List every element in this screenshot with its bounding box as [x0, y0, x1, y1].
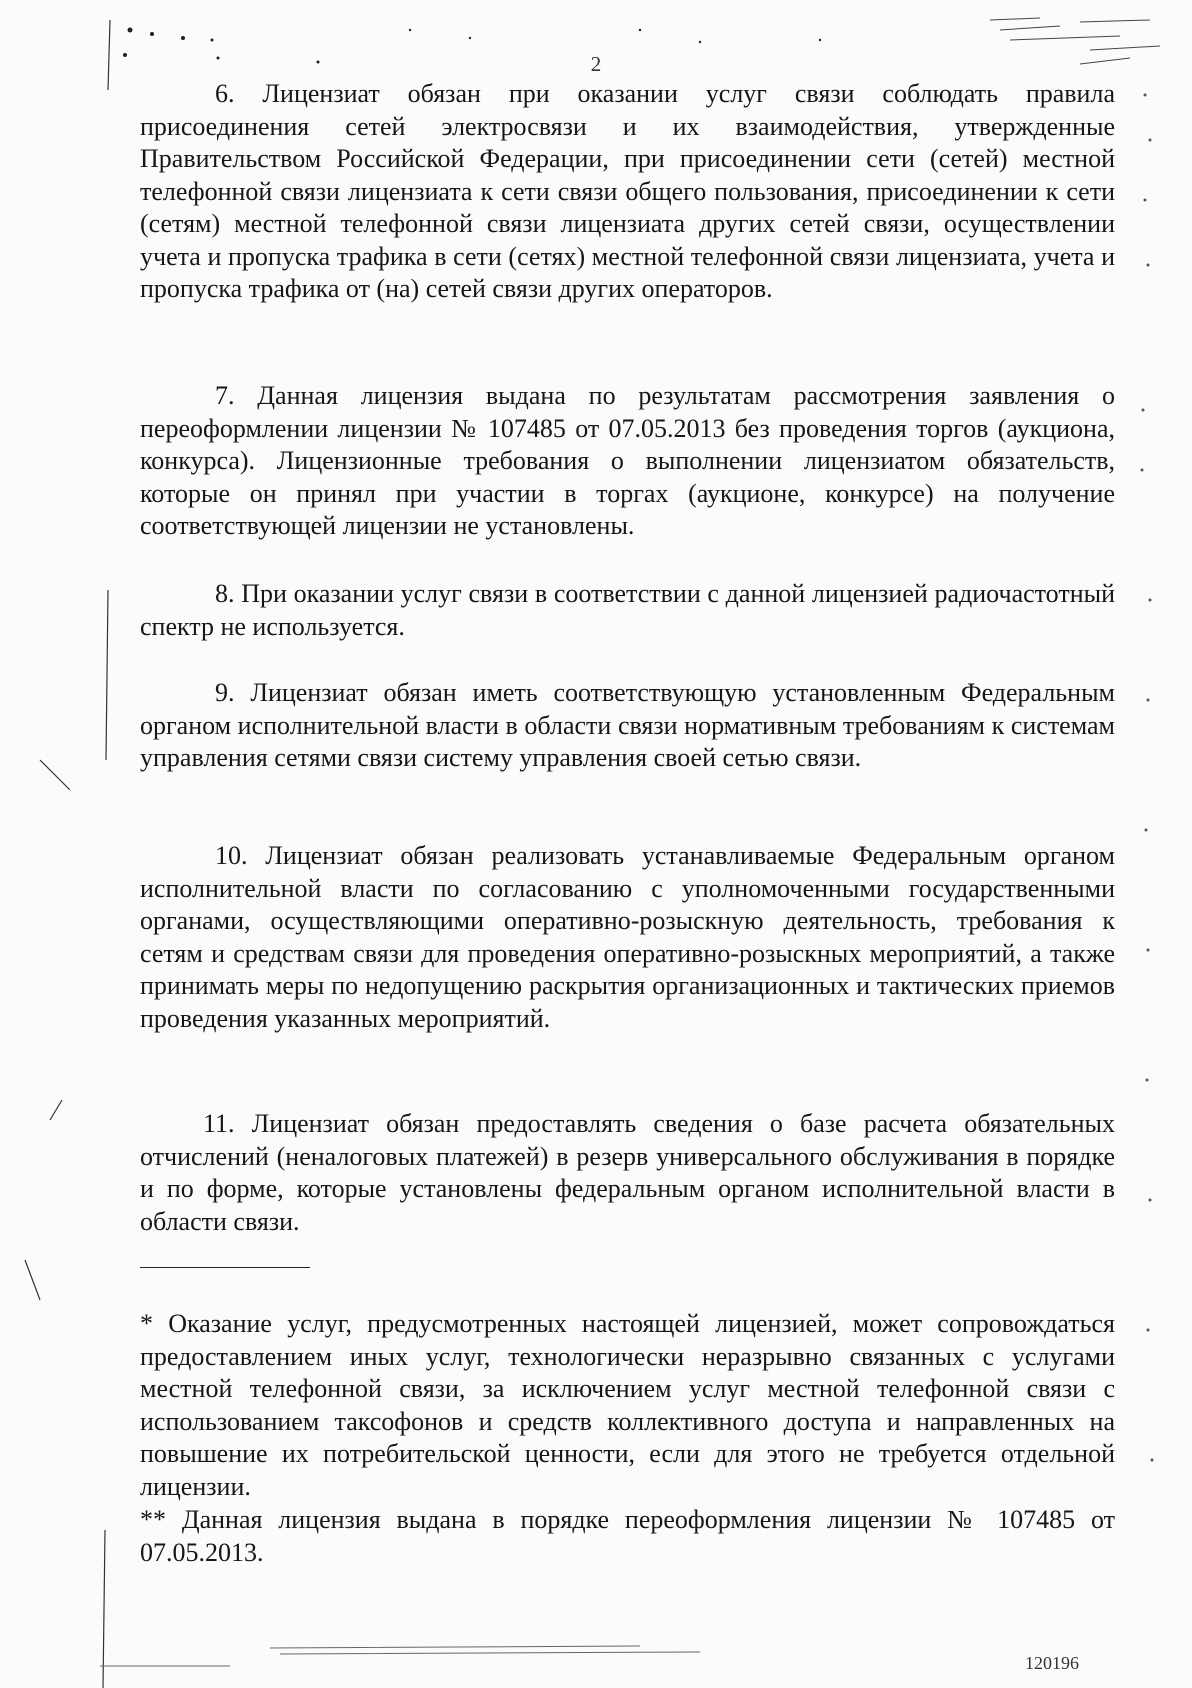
footnote-2: ** Данная лицензия выдана в порядке переоформления лицензии № 107485 от 07.05.2013. [140, 1505, 1115, 1567]
page-number: 2 [590, 52, 602, 76]
paragraph-6: 6. Лицензиат обязан при оказании услуг связи соблюдать правила присоединения сетей электросвязи и их взаимодействия, утвержденные Правительством Российской Федерации, при присоединении сети (сетей) местной телефонной связи лицензиата к сети связи общего пользования, присоединении к сети (сетям) местной телефонной связи лицензиата других сетей связи, осуществлении учета и пропуска трафика в сети (сетях) местной телефонной связи лицензиата, учета и пропуска трафика от (на) сетей связи других операторов. [140, 79, 1115, 303]
footnote-separator [140, 1267, 310, 1268]
paragraph-9: 9. Лицензиат обязан иметь соответствующую установленным Федеральным органом исполнительной власти в области связи нормативным требованиям к системам управления сетями связи систему управления своей сетью связи. [140, 678, 1115, 772]
paragraph-8: 8. При оказании услуг связи в соответствии с данной лицензией радиочастотный спектр не используется. [140, 579, 1115, 641]
paragraph-11: 11. Лицензиат обязан предоставлять сведения о базе расчета обязательных отчислений (неналоговых платежей) в резерв универсального обслуживания в порядке и по форме, которые установлены федеральным органом исполнительной власти в области связи. [140, 1109, 1115, 1236]
paragraph-7: 7. Данная лицензия выдана по результатам рассмотрения заявления о переоформлении лицензии № 107485 от 07.05.2013 без проведения торгов (аукциона, конкурса). Лицензионные требования о выполнении лицензиатом обязательств, которые он принял при участии в торгах (аукционе, конкурсе) на получение соответствующей лицензии не установлены. [140, 381, 1115, 540]
footnote-1: * Оказание услуг, предусмотренных настоящей лицензией, может сопровождаться предоставлением иных услуг, технологически неразрывно связанных с услугами местной телефонной связи, за исключением услуг местной телефонной связи с использованием таксофонов и средств коллективного доступа и направленных на повышение их потребительской ценности, если для этого не требуется отдельной лицензии. [140, 1309, 1115, 1501]
paragraph-10: 10. Лицензиат обязан реализовать устанавливаемые Федеральным органом исполнительной власти по согласованию с уполномоченными государственными органами, осуществляющими оперативно-розыскную деятельность, требования к сетям и средствам связи для проведения оперативно-розыскных мероприятий, а также принимать меры по недопущению раскрытия организационных и тактических приемов проведения указанных мероприятий. [140, 841, 1115, 1033]
page-code: 120196 [1025, 1653, 1079, 1673]
